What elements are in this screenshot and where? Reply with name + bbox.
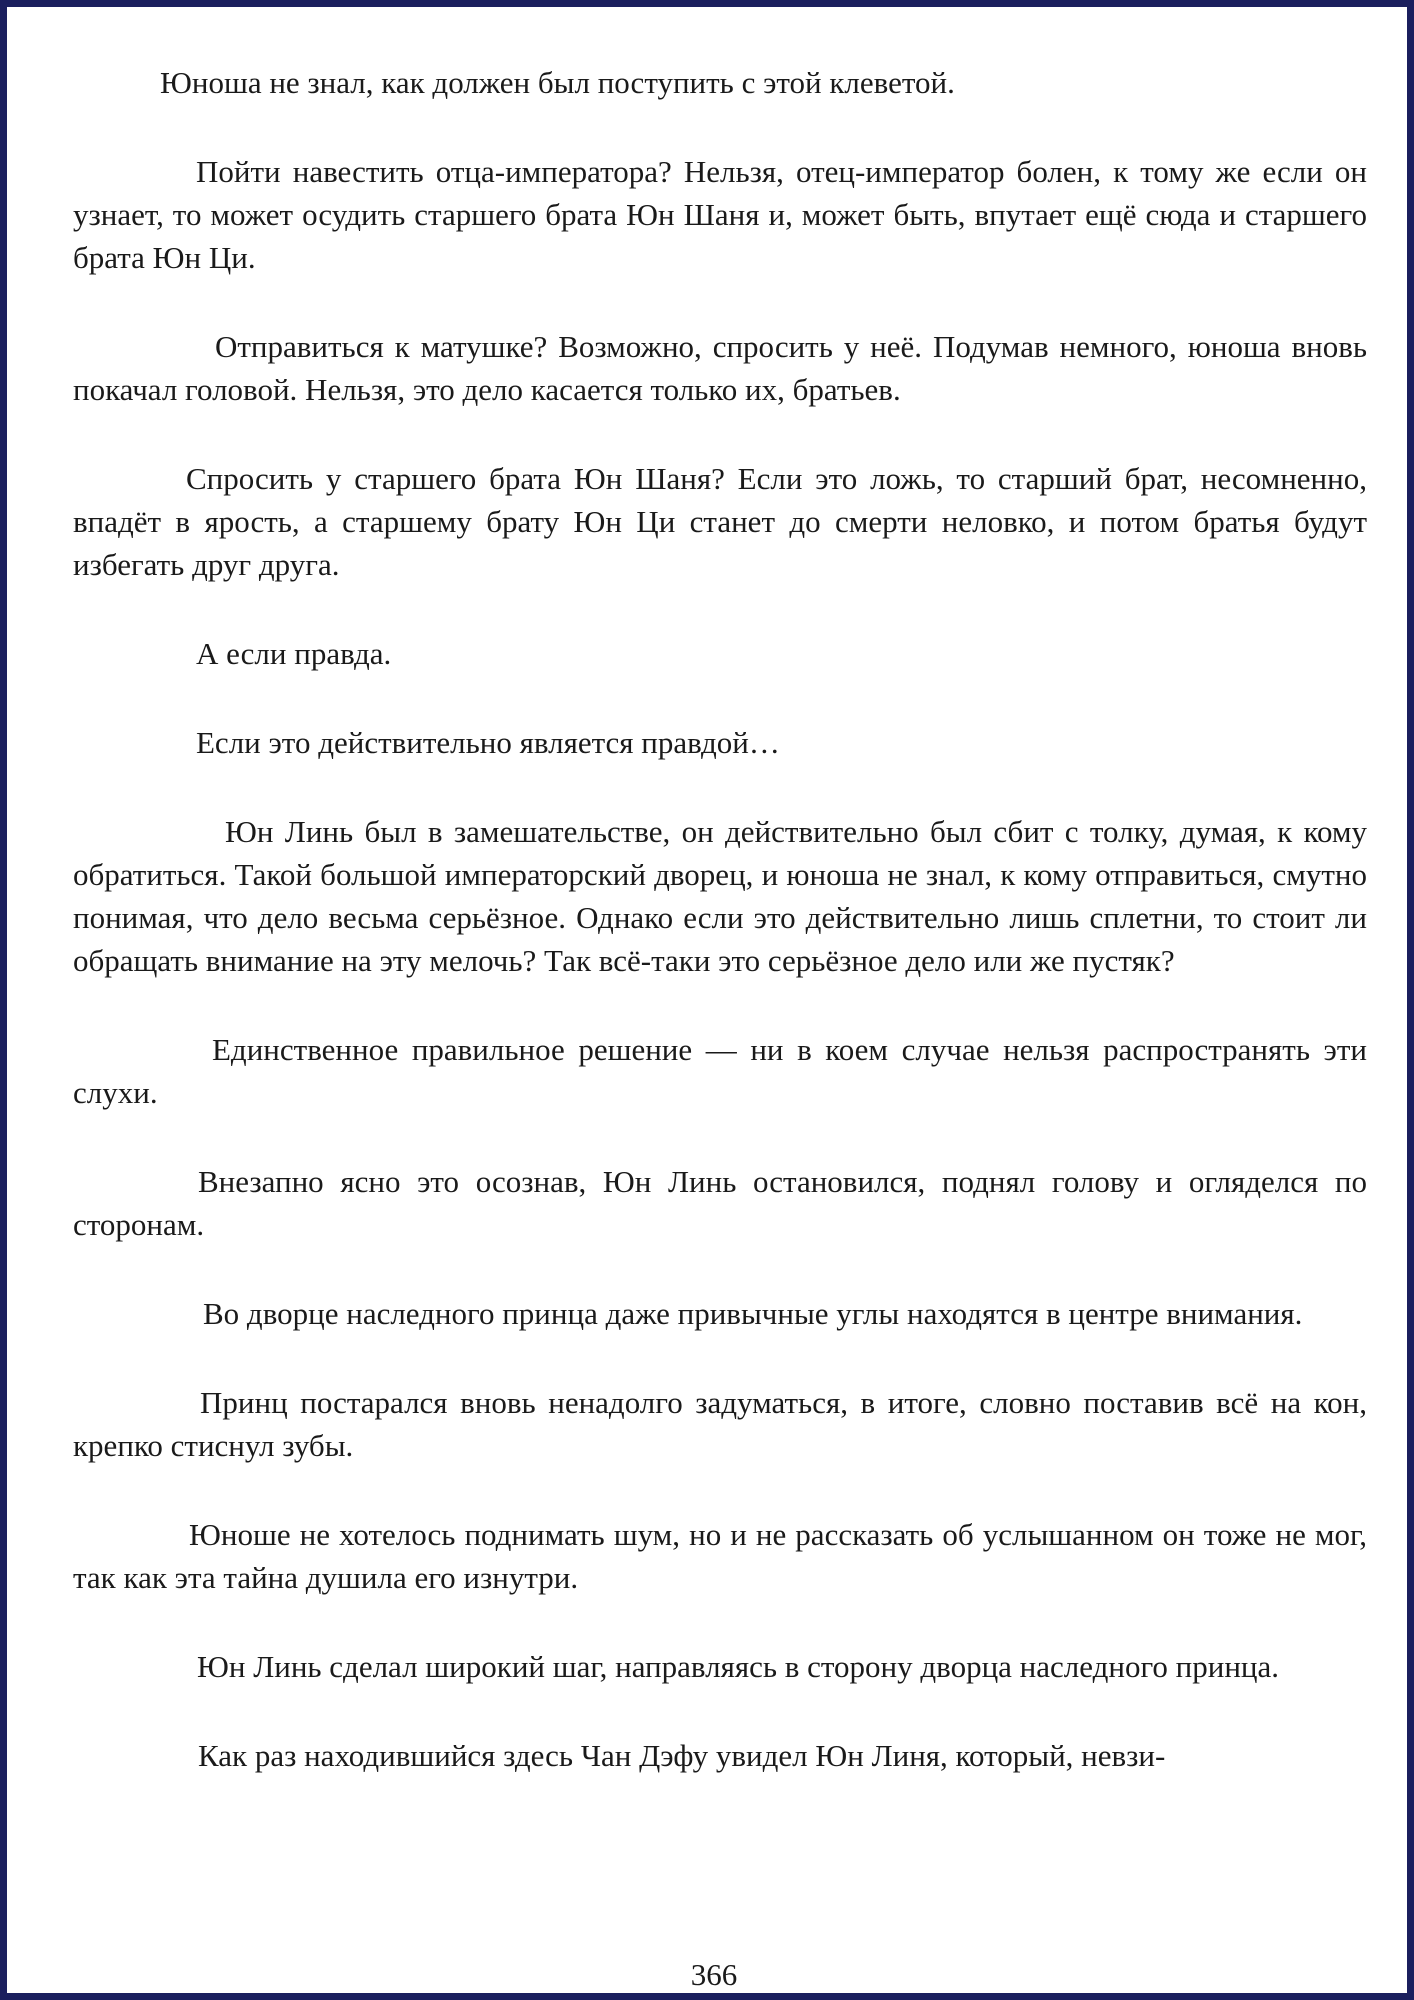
paragraph-10: Во дворце наследного принца даже привычные углы находятся в центре внимания.: [203, 1296, 1303, 1331]
paragraph-12: Юноше не хотелось поднимать шум, но и не рассказать об услышанном он тоже не мог, так как эта тайна душила его изнутри.: [73, 1517, 1367, 1595]
paragraph-2: Пойти навестить отца-императора? Нельзя, отец-император болен, к тому же если он узнает, то может осудить старшего брата Юн Шаня и, может быть, впутает ещё сюда и старшего брата Юн Ци.: [73, 154, 1367, 275]
paragraph-8: Единственное правильное решение — ни в коем случае нельзя распространять эти слухи.: [73, 1032, 1367, 1110]
paragraph-4: Спросить у старшего брата Юн Шаня? Если это ложь, то старший брат, несомненно, впадёт в ярость, а старшему брату Юн Ци станет до смерти неловко, и потом братья будут избегать друг друга.: [73, 461, 1367, 582]
paragraph-7: Юн Линь был в замешательстве, он действительно был сбит с толку, думая, к кому обратиться. Такой большой императорский дворец, и юноша не знал, к кому отправиться, смутно понимая, что дело весьма серьёзное. Однако если это действительно лишь сплетни, то стоит ли обращать внимание на эту мелочь? Так всё-таки это серьёзное дело или же пустяк?: [73, 814, 1367, 978]
paragraph-11: Принц постарался вновь ненадолго задуматься, в итоге, словно поставив всё на кон, крепко стиснул зубы.: [73, 1385, 1367, 1463]
paragraph-1: Юноша не знал, как должен был поступить с этой клеветой.: [160, 65, 955, 100]
page-body-text: [73, 61, 1367, 1777]
paragraph-3: Отправиться к матушке? Возможно, спросить у неё. Подумав немного, юноша вновь покачал головой. Нельзя, это дело касается только их, братьев.: [73, 329, 1367, 407]
paragraph-6: Если это действительно является правдой…: [196, 725, 780, 760]
paragraph-14: Как раз находившийся здесь Чан Дэфу увидел Юн Линя, который, невзи-: [198, 1738, 1166, 1773]
paragraph-13: Юн Линь сделал широкий шаг, направляясь в сторону дворца наследного принца.: [197, 1649, 1280, 1684]
paragraph-5: А если правда.: [196, 636, 392, 671]
page-number: 366: [690, 1957, 738, 1992]
paragraph-9: Внезапно ясно это осознав, Юн Линь остановился, поднял голову и огляделся по сторонам.: [73, 1164, 1367, 1242]
